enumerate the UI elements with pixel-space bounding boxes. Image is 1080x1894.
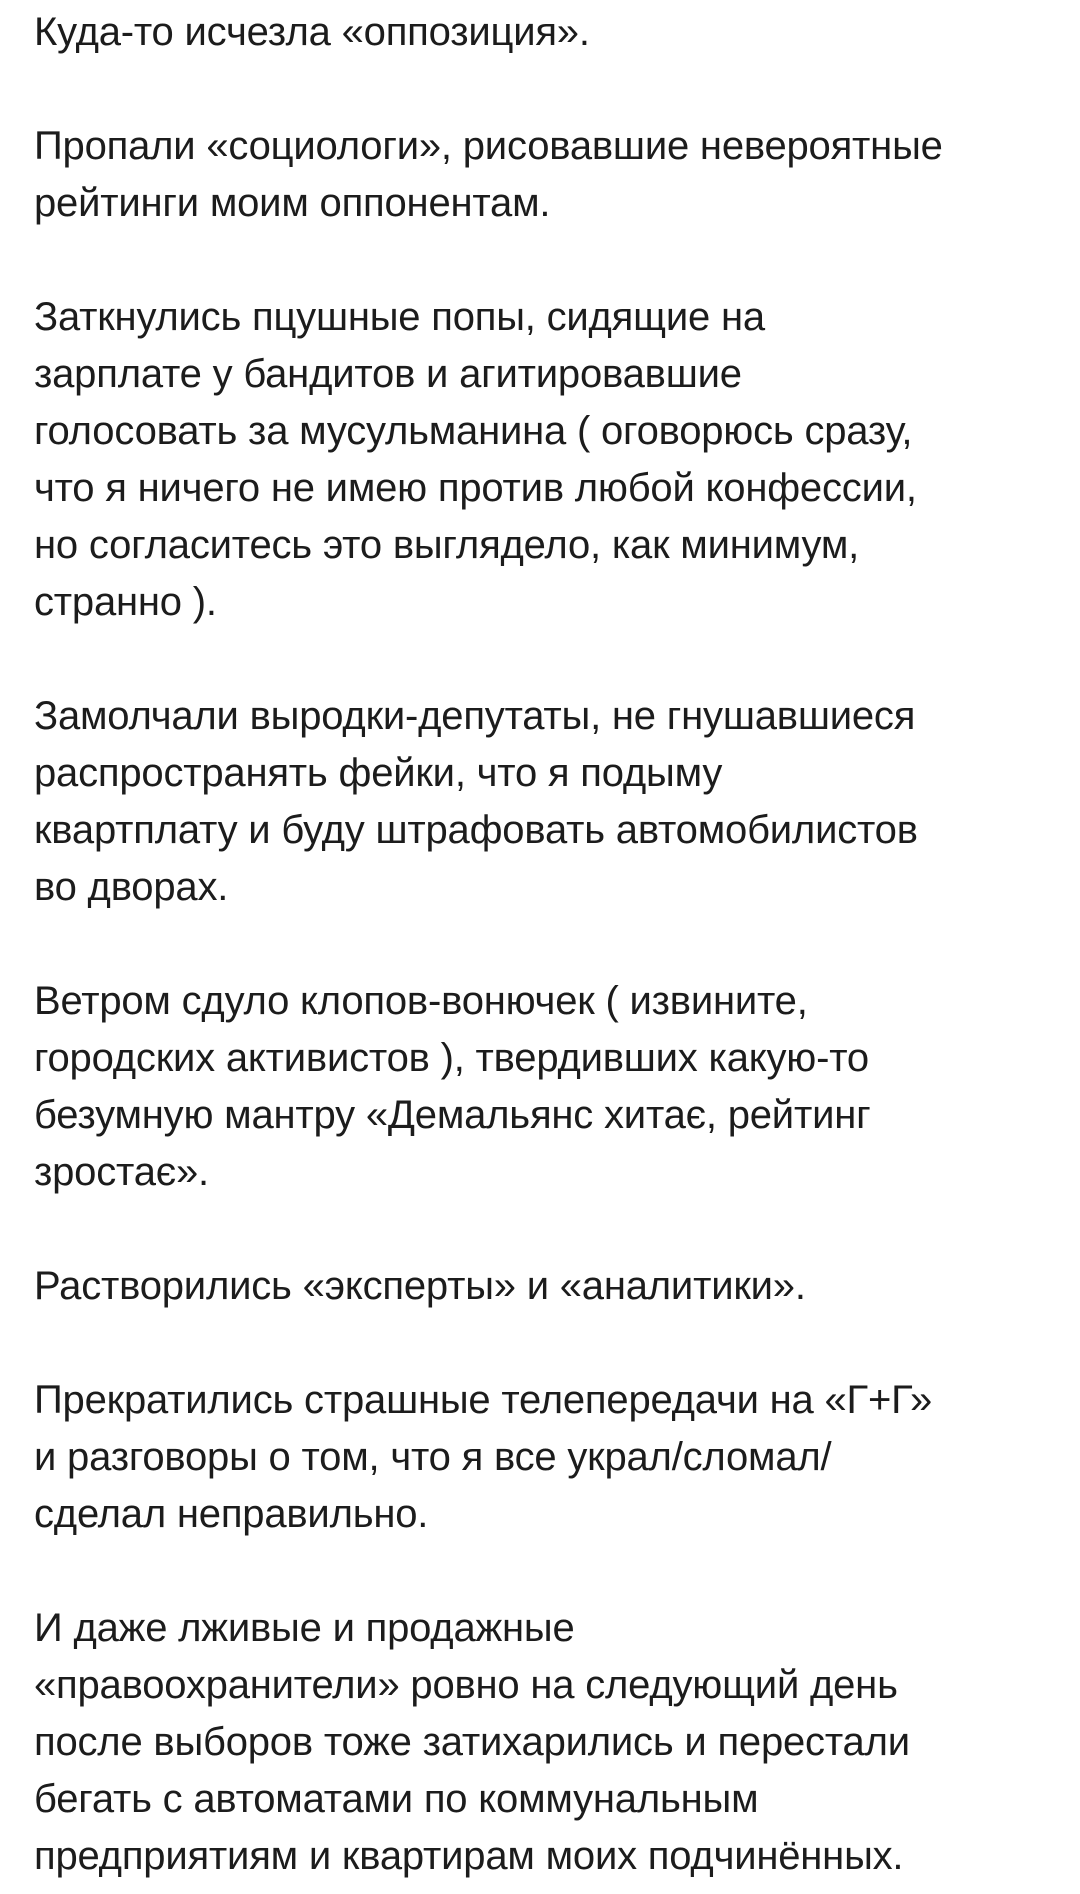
text-line: распространять фейки, что я подыму (34, 751, 723, 795)
text-line: сделал неправильно. (34, 1492, 429, 1536)
text-line: странно ). (34, 580, 217, 624)
text-line: предприятиям и квартирам моих подчинённых. (34, 1834, 904, 1878)
text-line: что я ничего не имею против любой конфессии, (34, 466, 917, 510)
text-line: рейтинги моим оппонентам. (34, 181, 551, 225)
post-body (34, 4, 1064, 1885)
paragraph-activists (34, 973, 1064, 1201)
text-line: безумную мантру «Демальянс хитає, рейтинг (34, 1093, 871, 1137)
paragraph-priests (34, 289, 1064, 631)
text-line: Заткнулись пцушные попы, сидящие на (34, 295, 765, 339)
text-line: Ветром сдуло клопов-вонючек ( извините, (34, 979, 808, 1023)
paragraph-experts (34, 1258, 1064, 1315)
paragraph-law-enforcement (34, 1600, 1064, 1885)
text-line: зарплате у бандитов и агитировавшие (34, 352, 742, 396)
text-line: и разговоры о том, что я все украл/сломал/ (34, 1435, 832, 1479)
text-line: зростає». (34, 1150, 209, 1194)
text-line: И даже лживые и продажные (34, 1606, 575, 1650)
paragraph-sociologists (34, 118, 1064, 232)
text-line: после выборов тоже затихарились и перестали (34, 1720, 910, 1764)
text-line: «правоохранители» ровно на следующий день (34, 1663, 898, 1707)
text-line: голосовать за мусульманина ( оговорюсь сразу, (34, 409, 913, 453)
text-line: но согласитесь это выглядело, как минимум, (34, 523, 860, 567)
paragraph-tv (34, 1372, 1064, 1543)
text-line: Растворились «эксперты» и «аналитики». (34, 1264, 806, 1308)
text-line: бегать с автоматами по коммунальным (34, 1777, 759, 1821)
paragraph-opposition (34, 4, 1064, 61)
paragraph-deputies (34, 688, 1064, 916)
text-line: во дворах. (34, 865, 229, 909)
text-line: городских активистов ), твердивших какую-то (34, 1036, 869, 1080)
text-line: квартплату и буду штрафовать автомобилистов (34, 808, 918, 852)
text-line: Куда-то исчезла «оппозиция». (34, 10, 590, 54)
text-line: Пропали «социологи», рисовавшие невероятные (34, 124, 943, 168)
text-line: Прекратились страшные телепередачи на «Г+Г» (34, 1378, 933, 1422)
text-line: Замолчали выродки-депутаты, не гнушавшиеся (34, 694, 916, 738)
